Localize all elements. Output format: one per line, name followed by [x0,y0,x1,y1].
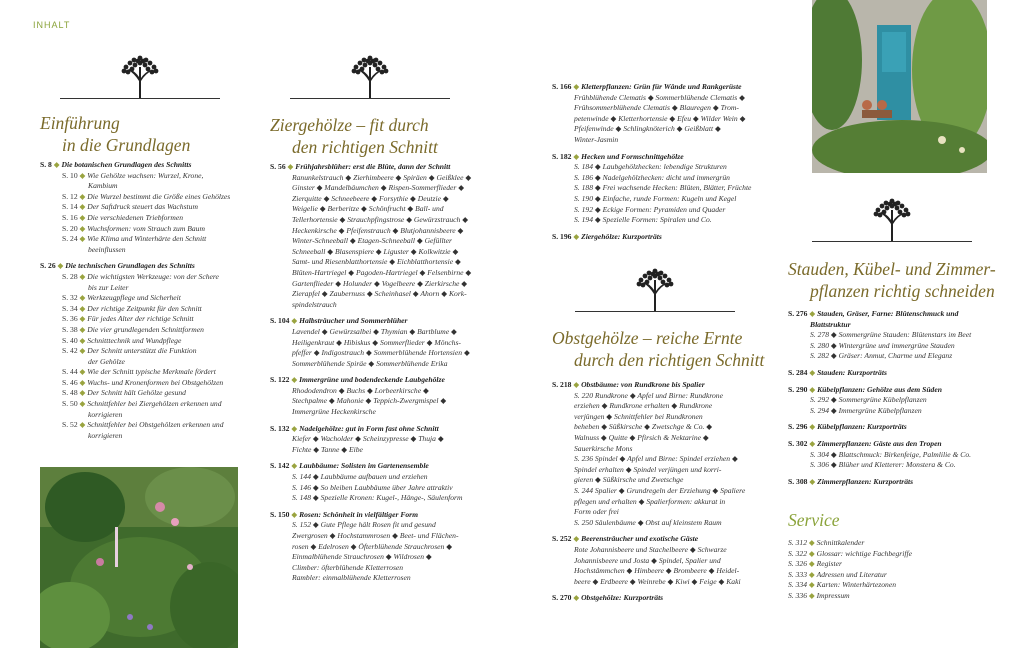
entry-title: Ziergehölze: Kurzporträts [581,231,662,241]
toc-detail-line: S. 236 Spindel ◆ Apfel und Birne: Spindel erziehen ◆ [574,454,738,464]
entry-title: Stauden, Gräser, Farne: Blütenschmuck und [817,309,959,318]
toc-detail-line: S. 244 Spalier ◆ Grundregeln der Erziehung ◆ Spaliere [574,485,746,495]
entry-title: Beerensträucher und exotische Gäste [581,534,699,544]
page-number: S. 32 [62,293,78,303]
toc-detail-line: beheben ◆ Süßkirsche ◆ Zwetschge & Co. ◆ [574,422,713,432]
page-number: S. 104 [270,316,290,326]
toc-detail-line: S. 144 ◆ Laubbäume aufbauen und erziehen [292,472,428,482]
tree-icon [872,198,912,242]
toc-group [788,385,1018,417]
entry-title: Wie Klima und Winterhärte den Schnitt [87,234,207,244]
entry-title: Adressen und Literatur [816,569,887,579]
toc-detail-line: Zierapfel ◆ Zaubernuss ◆ Scheinhasel ◆ Ahorn ◆ Kork- [292,289,467,299]
section-header: INHALT [33,20,71,30]
page-number: S. 52 [62,420,78,430]
page-number: S. 322 [788,548,807,558]
entry-title: der Gehölze [88,356,125,366]
toc-group [788,422,1018,433]
entry-title: Für jedes Alter der richtige Schnitt [87,314,194,324]
toc-sub-entry [40,192,250,203]
toc-main-entry [552,232,782,243]
toc-detail-line: Walnuss ◆ Quitte ◆ Pfirsich & Nektarine ◆ [574,432,709,442]
toc-sub-entry [40,367,250,378]
toc-group [788,477,1018,488]
garden-photo [40,467,238,648]
page-number: S. 312 [788,538,807,547]
toc-main-entry [552,152,782,163]
toc-sub-entry [40,399,250,410]
toc-column-2 [270,162,510,590]
toc-detail-line: Form oder frei [574,507,619,517]
entry-title: Schnitttechnik und Wundpflege [87,335,182,345]
toc-sub-entry [40,171,250,182]
bullet-icon: ◆ [51,160,62,169]
toc-detail-line: S. 194 ◆ Spezielle Formen: Spiralen und Co. [574,215,712,225]
entry-title: Zimmerpflanzen: Gäste aus den Tropen [817,438,942,448]
toc-group [270,162,510,310]
toc-detail-line: gieren ◆ Süßkirsche und Zwetschge [574,475,684,485]
bullet-icon: ◆ [77,420,88,430]
entry-title: Kübelpflanzen: Kurzporträts [817,422,907,432]
bullet-icon: ◆ [77,314,88,324]
toc-main-entry [40,160,250,171]
tree-icon [350,55,390,99]
entry-title: Impressum [816,590,850,600]
entry-title: Frühjahrsblüher: erst die Blüte, dann der Schnitt [295,162,451,171]
toc-detail-line: beere ◆ Erdbeere ◆ Weinrebe ◆ Kiwi ◆ Feige ◆ Kaki [574,576,741,586]
toc-detail-line: petenwinde ◆ Kletterhortensie ◆ Efeu ◆ Wilder Wein ◆ [574,113,746,123]
toc-main-entry [788,477,1018,488]
toc-group [270,316,510,369]
bullet-icon: ◆ [55,261,66,271]
page-number: S. 276 [788,309,808,318]
toc-sub-entry [40,336,250,347]
toc-detail-line: Rhododendron ◆ Buchs ◆ Lorbeerkirsche ◆ [292,385,429,395]
toc-detail-line: Johannisbeere und Josta ◆ Spindel, Spalier und [574,555,721,565]
bullet-icon: ◆ [571,151,582,161]
toc-detail-line: Schneeball ◆ Blasenspiere ◆ Liguster ◆ Kolkwitzie ◆ [292,246,459,256]
bullet-icon: ◆ [77,293,88,303]
toc-group [552,152,782,226]
toc-detail-line: Spindel erhalten ◆ Spindel verjüngen und korri- [574,464,722,474]
bullet-icon: ◆ [77,191,88,201]
toc-detail-line: Kiefer ◆ Wacholder ◆ Scheinzypresse ◆ Thuja ◆ [292,434,444,444]
page-number: S. 44 [62,367,78,377]
page-number: S. 24 [62,234,78,244]
page-number: S. 28 [62,271,78,281]
entry-title: Rosen: Schönheit in vielfältiger Form [299,509,419,519]
section-title-service: Service [788,510,840,530]
bullet-icon: ◆ [806,559,817,569]
entry-title: Stauden: Kurzporträts [817,367,887,377]
toc-sub-entry [40,410,250,421]
toc-main-entry [552,593,782,604]
toc-main-entry [552,82,782,93]
entry-title: Obstgehölze: Kurzporträts [581,593,664,603]
toc-group [552,593,782,604]
bullet-icon: ◆ [806,569,817,579]
entry-title: Zimmerpflanzen: Kurzporträts [817,476,914,486]
toc-detail-line: Zierquitte ◆ Schneebeere ◆ Forsythie ◆ Deutzie ◆ [292,193,449,203]
toc-detail-line: Samt- und Riesenblatthortensie ◆ Eichblatthortensie ◆ [292,257,461,267]
toc-main-entry [40,261,250,272]
toc-sub-entry [40,181,250,192]
bullet-icon: ◆ [77,303,88,313]
page-number: S. 40 [62,335,78,345]
toc-main-entry [788,422,1018,433]
page-number: S. 26 [40,261,56,271]
bullet-icon: ◆ [289,509,300,519]
toc-group [788,439,1018,471]
toc-group [552,232,782,243]
page-number: S. 308 [788,476,808,486]
toc-main-entry [552,534,782,545]
bullet-icon: ◆ [571,380,582,389]
entry-title: Immergrüne und bodendeckende Laubgehölze [299,375,445,385]
bullet-icon: ◆ [77,234,88,244]
service-entry [788,549,1018,560]
toc-group [788,368,1018,379]
toc-sub-entry [40,304,250,315]
entry-title: bis zur Leiter [88,282,129,292]
toc-column-3-bottom [552,380,782,610]
toc-detail-line: S. 146 ◆ So bleiben Laubbäume über Jahre attraktiv [292,482,453,492]
entry-title: Nadelgehölze: gut in Form fast ohne Schnitt [299,423,439,433]
section-title-ziergehoelze: Ziergehölze – fit durch den richtigen Schnitt [270,115,438,157]
bullet-icon: ◆ [806,538,817,547]
house-photo [812,0,987,173]
toc-sub-entry [40,224,250,235]
tree-divider-4 [812,198,972,246]
toc-detail-line: Heckenkirsche ◆ Pfeifenstrauch ◆ Blutjohannisbeere ◆ [292,225,464,235]
page-number: S. 252 [552,534,572,544]
page-number: S. 142 [270,461,290,471]
toc-sub-entry [40,357,250,368]
bullet-icon: ◆ [77,377,88,387]
entry-title: Kübelpflanzen: Gehölze aus dem Süden [817,384,942,394]
page-number: S. 166 [552,82,572,91]
page-number: S. 34 [62,303,78,313]
bullet-icon: ◆ [289,375,300,385]
page-number: S. 302 [788,438,808,448]
bullet-icon: ◆ [77,399,88,409]
toc-title-continuation: Blattstruktur [810,319,851,329]
toc-service [788,538,1018,602]
toc-detail-line: Immergrüne Heckenkirsche [292,407,376,417]
toc-detail-line: Zwergrosen ◆ Hochstammrosen ◆ Beet- und Flächen- [292,531,459,540]
toc-main-entry [788,385,1018,396]
bullet-icon: ◆ [289,423,300,433]
entry-title: Schnittfehler bei Ziergehölzen erkennen und [87,399,222,409]
bullet-icon: ◆ [806,590,817,600]
toc-detail-line: Winter-Jasmin [574,134,619,144]
toc-main-entry [270,510,510,521]
toc-main-entry [270,316,510,327]
entry-title: Werkzeugpflege und Sicherheit [87,293,181,303]
page-number: S. 334 [788,580,807,590]
bullet-icon: ◆ [571,593,582,603]
toc-detail-line: Tellerhortensie ◆ Strauchpfingstrose ◆ Gewürzstrauch ◆ [292,214,469,224]
entry-title: Register [816,559,842,569]
page-number: S. 14 [62,202,78,212]
toc-detail-line: S. 250 Säulenbäume ◆ Obst auf kleinstem Raum [574,517,722,527]
bullet-icon: ◆ [807,309,818,318]
toc-detail-line: S. 294 ◆ Immergrüne Kübelpflanzen [810,405,922,415]
toc-main-entry [788,368,1018,379]
toc-detail-line: S. 184 ◆ Laubgehölzhecken: lebendige Strukturen [574,162,727,172]
page-number: S. 8 [40,160,52,169]
entry-title: Glossar: wichtige Fachbegriffe [816,548,912,558]
bullet-icon: ◆ [77,346,88,356]
entry-title: korrigieren [88,430,123,440]
toc-detail-line: S. 188 ◆ Frei wachsende Hecken: Blüten, Blätter, Früchte [574,183,752,193]
page-number: S. 218 [552,380,572,389]
tree-icon [120,55,160,99]
toc-detail-line: Hochstämmchen ◆ Himbeere ◆ Brombeere ◆ Heidel- [574,566,740,576]
toc-sub-entry [40,234,250,245]
toc-sub-entry [40,325,250,336]
entry-title: Die botanischen Grundlagen des Schnitts [61,160,192,169]
page-number: S. 16 [62,212,78,222]
toc-detail-line: spindelstrauch [292,299,337,309]
bullet-icon: ◆ [77,223,88,233]
toc-detail-line: S. 280 ◆ Wintergrüne und immergrüne Stauden [810,340,955,350]
page-number: S. 50 [62,399,78,409]
toc-detail-line: Rambler: einmalblühende Kletterrosen [292,573,411,583]
page-number: S. 48 [62,388,78,398]
toc-detail-line: Einmalblühende Strauchrosen ◆ Wildrosen ◆ [292,552,432,562]
entry-title: Halbsträucher und Sommerblüher [299,316,408,326]
page-number: S. 12 [62,191,78,201]
entry-title: Kambium [88,181,118,191]
toc-detail-line: Winter-Schneeball ◆ Etagen-Schneeball ◆ Gefüllter [292,236,452,246]
entry-title: Der Schnitt unterstützt die Funktion [87,346,197,356]
bullet-icon: ◆ [807,422,818,432]
toc-detail-line: Lavendel ◆ Gewürzsalbei ◆ Thymian ◆ Bartblume ◆ [292,326,457,336]
entry-title: Der Saftdruck steuert das Wachstum [87,202,198,212]
toc-main-entry [270,162,510,173]
toc-detail-line: pfeffer ◆ Indigostrauch ◆ Sommerblühende Hortensien ◆ [292,348,470,358]
toc-detail-line: Blüten-Hartriegel ◆ Pagoden-Hartriegel ◆ Felsenbirne ◆ [292,267,472,277]
toc-detail-line: Rote Johannisbeere und Stachelbeere ◆ Schwarze [574,544,727,554]
page-number: S. 46 [62,377,78,387]
entry-title: Schnittkalender [816,538,865,547]
entry-title: Hecken und Formschnittgehölze [581,151,684,161]
toc-detail-line: S. 148 ◆ Spezielle Kronen: Kugel-, Hänge-, Säulenform [292,493,463,503]
section-title-obstgehoelze: Obstgehölze – reiche Ernte durch den richtigen Schnitt [552,328,765,370]
toc-sub-entry [40,272,250,283]
toc-detail-line: Ranunkelstrauch ◆ Zierhimbeere ◆ Spiräen ◆ Geißklee ◆ [292,172,472,182]
bullet-icon: ◆ [807,384,818,394]
page-number: S. 38 [62,324,78,334]
toc-main-entry [270,375,510,386]
toc-sub-entry [40,431,250,442]
entry-title: Kletterpflanzen: Grün für Wände und Rankgerüste [581,82,742,91]
bullet-icon: ◆ [77,388,88,398]
toc-detail-line: Sommerblühende Spiräe ◆ Sommerblühende Erika [292,358,448,368]
tree-icon [635,268,675,312]
entry-title: Karten: Winterhärtezonen [816,580,897,590]
toc-detail-line: S. 192 ◆ Eckige Formen: Pyramiden und Quader [574,204,726,214]
tree-divider-3 [575,268,735,316]
entry-title: Schnittfehler bei Obstgehölzen erkennen und [87,420,224,430]
service-entry [788,559,1018,570]
entry-title: Wuchs- und Kronenformen bei Obstgehölzen [87,377,224,387]
toc-detail-line: S. 278 ◆ Sommergrüne Stauden: Blütenstars im Beet [810,330,972,340]
bullet-icon: ◆ [807,438,818,448]
bullet-icon: ◆ [77,212,88,222]
toc-main-entry [788,309,1018,320]
toc-detail-line: Climber: öfterblühende Kletterrosen [292,562,404,572]
toc-main-entry [788,439,1018,450]
bullet-icon: ◆ [77,335,88,345]
toc-group [270,375,510,417]
toc-main-entry [270,424,510,435]
toc-sub-entry [40,314,250,325]
service-entry [788,591,1018,602]
toc-group [40,160,250,255]
toc-sub-entry [40,378,250,389]
page-number: S. 42 [62,346,78,356]
entry-title: Wie Gehölze wachsen: Wurzel, Krone, [87,170,204,180]
page-number: S. 182 [552,151,572,161]
tree-divider-2 [290,55,450,103]
bullet-icon: ◆ [571,231,582,241]
bullet-icon: ◆ [285,162,296,171]
toc-sub-entry [40,420,250,431]
toc-detail-line: erziehen ◆ Rundkrone erhalten ◆ Rundkrone [574,401,713,411]
entry-title: Laubbäume: Solisten im Gartenensemble [299,461,429,471]
toc-column-4 [788,309,1018,493]
bullet-icon: ◆ [571,82,582,91]
toc-detail-line: S. 306 ◆ Blüher und Kletterer: Monstera & Co. [810,460,956,470]
page-number: S. 290 [788,384,808,394]
toc-group [552,380,782,528]
toc-detail-line: Fichte ◆ Tanne ◆ Eibe [292,444,363,454]
toc-detail-line: verjüngen ◆ Schnittfehler bei Rundkronen [574,411,703,421]
toc-detail-line: S. 220 Rundkrone ◆ Apfel und Birne: Rundkrone [574,390,723,400]
toc-column-1 [40,160,250,447]
bullet-icon: ◆ [77,367,88,377]
toc-detail-line: Weigelie ◆ Berberitze ◆ Schönfrucht ◆ Ball- und [292,204,444,214]
service-entry [788,538,1018,549]
toc-detail-line: Gartenflieder ◆ Holunder ◆ Vogelbeere ◆ Zierkirsche ◆ [292,278,468,288]
page-number: S. 36 [62,314,78,324]
toc-group [270,424,510,456]
bullet-icon: ◆ [289,316,300,326]
bullet-icon: ◆ [77,202,88,212]
entry-title: Die wichtigsten Werkzeuge: von der Schere [87,271,219,281]
toc-detail-line: Ginster ◆ Mandelbäumchen ◆ Rispen-Sommerflieder ◆ [292,183,465,193]
bullet-icon: ◆ [77,271,88,281]
page-number: S. 333 [788,569,807,579]
toc-detail-line: Frühsommerblühende Clematis ◆ Blauregen ◆ Trom- [574,103,739,113]
toc-group [788,309,1018,362]
entry-title: Die verschiedenen Triebformen [87,212,184,222]
page-number: S. 326 [788,559,807,569]
entry-title: Der richtige Zeitpunkt für den Schnitt [87,303,202,313]
bullet-icon: ◆ [806,548,817,558]
entry-title: korrigieren [88,409,123,419]
toc-sub-entry [40,213,250,224]
page-number: S. 56 [270,162,286,171]
toc-group [552,82,782,146]
toc-sub-entry [40,346,250,357]
page-number: S. 196 [552,231,572,241]
entry-title: Der Schnitt hält Gehölze gesund [87,388,186,398]
toc-detail-line: pflegen und erhalten ◆ Spalierformen: akkurat in [574,496,726,506]
toc-sub-entry [40,202,250,213]
section-title-stauden: Stauden, Kübel- und Zimmer- pflanzen richtig schneiden [788,259,996,301]
toc-detail-line: Stechpalme ◆ Mahonie ◆ Teppich-Zwergmispel ◆ [292,396,447,406]
entry-title: Die Wurzel bestimmt die Größe eines Gehölzes [87,191,231,201]
toc-sub-entry [40,283,250,294]
toc-detail-line: Sauerkirsche Mons [574,443,633,453]
page-number: S. 10 [62,170,78,180]
entry-title: Wuchsformen: vom Strauch zum Baum [87,223,205,233]
bullet-icon: ◆ [806,580,817,590]
toc-detail-line: S. 304 ◆ Blattschmuck: Birkenfeige, Palmlilie & Co. [810,449,972,459]
toc-main-entry [552,380,782,391]
toc-detail-line: Heiligenkraut ◆ Hibiskus ◆ Sommerflieder ◆ Mönchs- [292,337,461,347]
page-number: S. 270 [552,593,572,603]
bullet-icon: ◆ [77,324,88,334]
toc-column-3-top [552,82,782,248]
bullet-icon: ◆ [807,367,818,377]
section-title-einfuehrung: Einführung in die Grundlagen [40,113,191,155]
page-number: S. 284 [788,367,808,377]
toc-detail-line: S. 152 ◆ Gute Pflege hält Rosen fit und gesund [292,520,436,530]
toc-main-entry [270,461,510,472]
service-entry [788,580,1018,591]
bullet-icon: ◆ [571,534,582,544]
page-number: S. 132 [270,423,290,433]
bullet-icon: ◆ [289,461,300,471]
bullet-icon: ◆ [807,476,818,486]
toc-detail-line: S. 282 ◆ Gräser: Anmut, Charme und Eleganz [810,351,953,361]
toc-group [552,534,782,587]
entry-title: Wie der Schnitt typische Merkmale fördert [87,367,216,377]
entry-title: beeinflussen [88,244,126,254]
toc-sub-entry [40,293,250,304]
tree-divider-1 [60,55,220,103]
toc-group [270,510,510,584]
page-number: S. 150 [270,509,290,519]
toc-detail-line: S. 292 ◆ Sommergrüne Kübelpflanzen [810,395,927,405]
toc-group [270,461,510,503]
toc-detail-line: S. 190 ◆ Einfache, runde Formen: Kugeln und Kegel [574,193,737,203]
page-number: S. 296 [788,422,808,432]
page-number: S. 122 [270,375,290,385]
toc-detail-line: Pfeifenwinde ◆ Schlingknöterich ◆ Geißblatt ◆ [574,124,721,134]
service-entry [788,570,1018,581]
entry-title: Die vier grundlegenden Schnittformen [87,324,204,334]
toc-detail-line: S. 186 ◆ Nadelgehölzhecken: dicht und immergrün [574,172,730,182]
entry-title: Obstbäume: von Rundkrone bis Spalier [581,380,705,389]
bullet-icon: ◆ [77,170,88,180]
toc-sub-entry [40,388,250,399]
toc-group [40,261,250,441]
page-number: S. 20 [62,223,78,233]
toc-sub-entry [40,245,250,256]
toc-detail-line: rosen ◆ Edelrosen ◆ Öfterblühende Strauchrosen ◆ [292,541,453,551]
entry-title: Die technischen Grundlagen des Schnitts [65,261,195,271]
page-number: S. 336 [788,590,807,600]
toc-detail-line: Frühblühende Clematis ◆ Sommerblühende Clematis ◆ [574,92,745,102]
